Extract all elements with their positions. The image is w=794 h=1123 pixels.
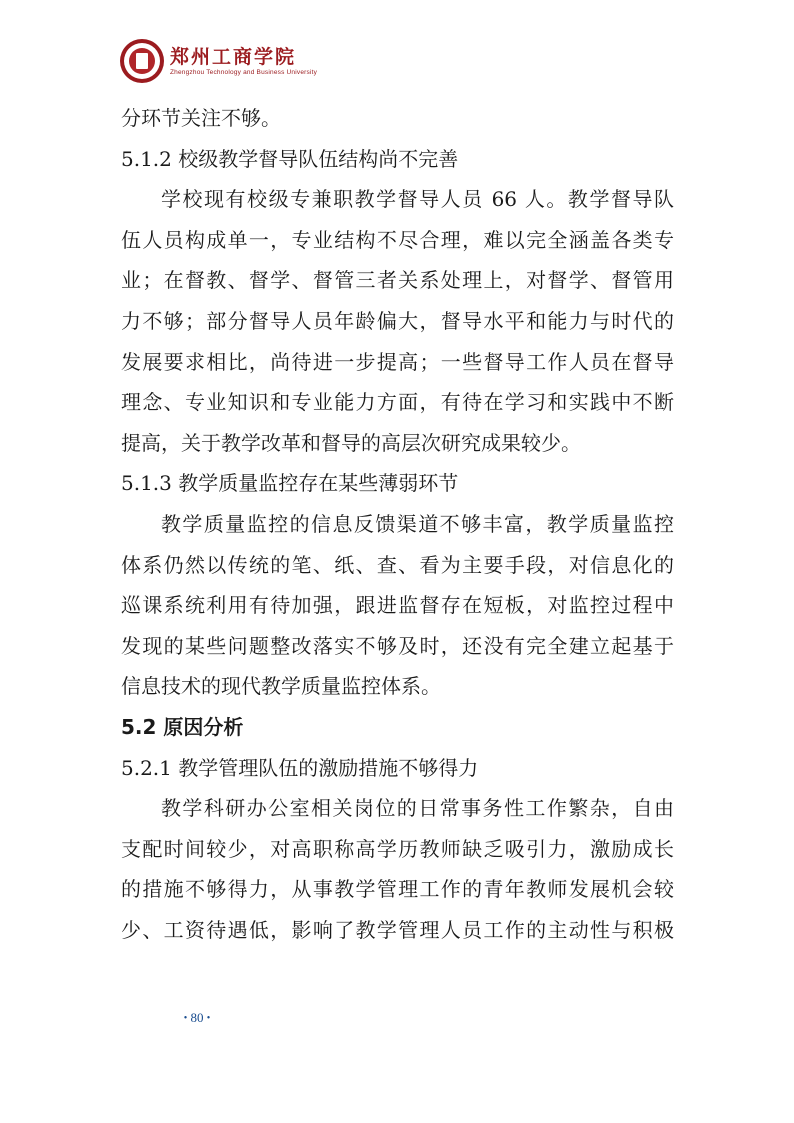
paragraph-line: 发展要求相比，尚待进一步提高；一些督导工作人员在督导	[121, 349, 674, 374]
footer-dot-right: •	[206, 1013, 211, 1024]
page-header	[120, 36, 317, 86]
paragraph-line: 理念、专业知识和专业能力方面，有待在学习和实践中不断	[121, 390, 674, 415]
paragraph-line: 少、工资待遇低，影响了教学管理人员工作的主动性与积极	[121, 917, 674, 942]
paragraph-line: 力不够；部分督导人员年龄偏大，督导水平和能力与时代的	[121, 308, 674, 333]
paragraph-line: 伍人员构成单一，专业结构不尽合理，难以完全涵盖各类专	[121, 227, 674, 252]
paragraph-line: 体系仍然以传统的笔、纸、查、看为主要手段，对信息化的	[121, 552, 674, 577]
university-name-en: Zhengzhou Technology and Business University	[170, 68, 318, 76]
section-heading: 5.1.2 校级教学督导队伍结构尚不完善	[121, 146, 459, 171]
page-body	[121, 98, 674, 950]
paragraph-line: 业；在督教、督学、督管三者关系处理上，对督学、督管用	[121, 268, 674, 293]
section-heading: 5.2.1 教学管理队伍的激励措施不够得力	[121, 755, 479, 780]
page-number: 80	[190, 1010, 204, 1025]
paragraph-line: 提高，关于教学改革和督导的高层次研究成果较少。	[121, 430, 581, 455]
chapter-heading: 5.2 原因分析	[121, 714, 244, 739]
page-footer	[0, 1010, 394, 1026]
paragraph-line: 支配时间较少，对高职称高学历教师缺乏吸引力，激励成长	[121, 836, 674, 861]
paragraph-line: 发现的某些问题整改落实不够及时，还没有完全建立起基于	[121, 633, 674, 658]
paragraph-line: 的措施不够得力，从事教学管理工作的青年教师发展机会较	[121, 877, 674, 902]
section-heading: 5.1.3 教学质量监控存在某些薄弱环节	[121, 471, 459, 496]
paragraph-line: 信息技术的现代教学质量监控体系。	[121, 674, 441, 699]
university-logo	[170, 46, 317, 77]
paragraph-line: 分环节关注不够。	[121, 106, 281, 130]
footer-dot-left: •	[183, 1013, 188, 1024]
paragraph-line: 教学质量监控的信息反馈渠道不够丰富，教学质量监控	[161, 511, 674, 536]
university-name: 郑州工商学院	[170, 45, 297, 68]
paragraph-line: 学校现有校级专兼职教学督导人员 66 人。教学督导队	[161, 187, 674, 212]
university-seal-icon	[120, 39, 164, 83]
paragraph-line: 巡课系统利用有待加强，跟进监督存在短板，对监控过程中	[121, 593, 674, 618]
paragraph-line: 教学科研办公室相关岗位的日常事务性工作繁杂，自由	[161, 796, 674, 821]
